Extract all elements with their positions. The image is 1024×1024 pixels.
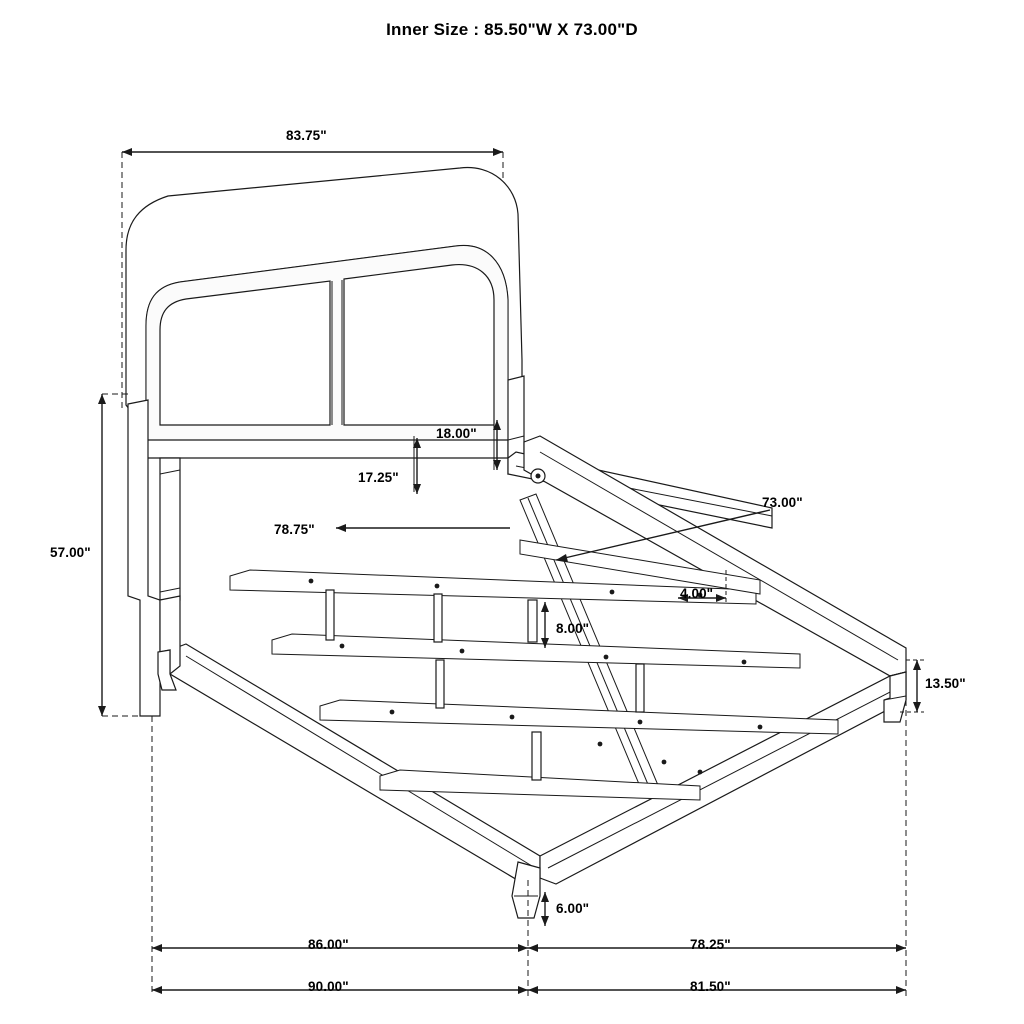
label-headboard-width: 83.75" xyxy=(286,128,327,143)
label-inner-width: 78.75" xyxy=(274,522,315,537)
label-headboard-height: 57.00" xyxy=(50,545,91,560)
label-inner-depth: 73.00" xyxy=(762,495,803,510)
dimension-inner-width xyxy=(336,524,510,532)
page-title: Inner Size : 85.50"W X 73.00"D xyxy=(386,20,638,39)
label-leg-height: 8.00" xyxy=(556,621,590,636)
label-rail-thickness: 4.00" xyxy=(680,586,714,601)
label-front-outer: 81.50" xyxy=(690,979,731,994)
label-foot-clearance: 6.00" xyxy=(556,901,590,916)
label-front-inner: 78.25" xyxy=(690,937,731,952)
label-side-inner: 86.00" xyxy=(308,937,349,952)
dimension-leg-height xyxy=(541,602,549,648)
bed-frame-deck xyxy=(158,494,906,918)
dimension-foot-clearance xyxy=(541,892,549,926)
label-side-outer: 90.00" xyxy=(308,979,349,994)
headboard xyxy=(126,168,524,716)
label-rail-inner: 17.25" xyxy=(358,470,399,485)
label-slat-height: 18.00" xyxy=(436,426,477,441)
label-foot-post: 13.50" xyxy=(925,676,966,691)
